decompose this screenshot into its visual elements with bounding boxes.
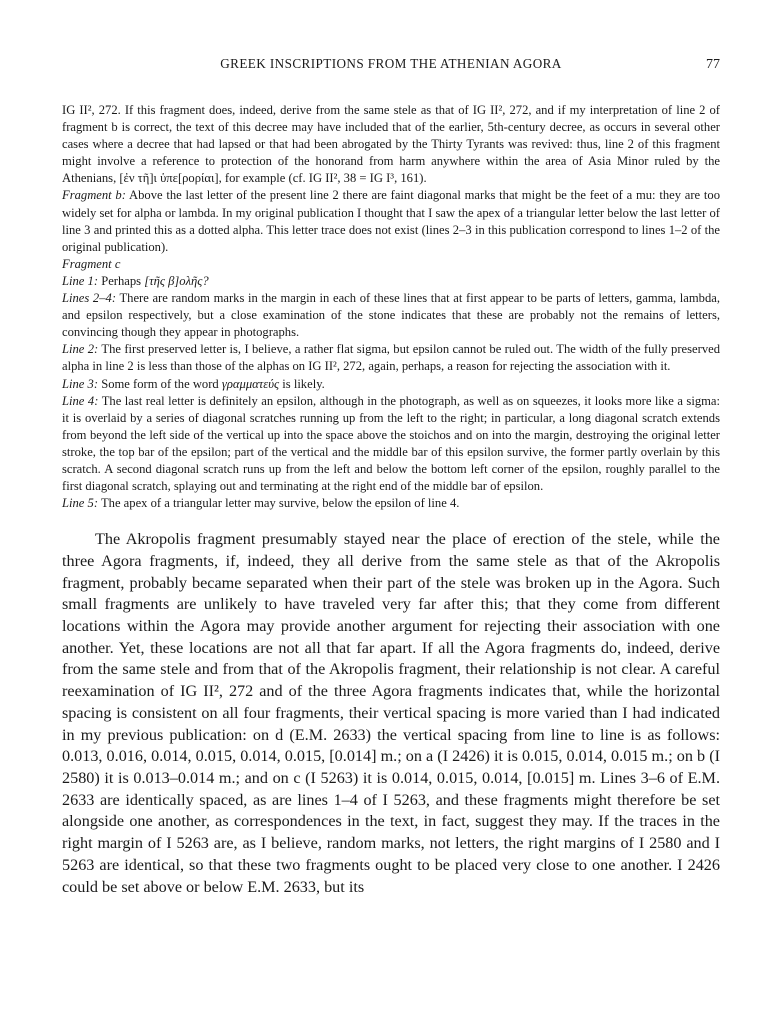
line-2-note	[62, 341, 720, 375]
line-5-label: Line 5:	[62, 496, 99, 511]
main-body-text	[62, 529, 720, 898]
epigraphical-commentary	[62, 102, 720, 512]
fragment-b-label: Fragment b:	[62, 188, 126, 203]
running-title: GREEK INSCRIPTIONS FROM THE ATHENIAN AGORA	[220, 56, 562, 71]
line-3-note	[62, 376, 720, 393]
line-4-text: The last real letter is definitely an epsilon, although in the photograph, as well as on squeezes, it looks more like a sigma: it is overlaid by a series of diagonal scratches running up from the left to the right; in particular, a long diagonal scratch extends from beyond the left side of the vertical up into the space above the stoichos and on into the margin, destroying the original letter stroke, the top bar of the epsilon; part of the vertical and the middle bar of this epsilon survive, the former partly overlain by this scratch. A second diagonal scratch runs up from the left and below the bottom left corner of the epsilon, roughly parallel to the first diagonal scratch, splaying out and terminating at the right end of the middle bar of epsilon.	[62, 393, 721, 494]
fragment-b-note	[62, 187, 720, 255]
page	[62, 56, 720, 898]
body-paragraph: The Akropolis fragment presumably stayed near the place of erection of the stele, while the three Agora fragments, if, indeed, they all derive from the same stele as that of the Akropolis fragment, probably became separated when their part of the stele was broken up in the Agora. Such small fragments are unlikely to have traveled very far after this; that they come from different locations within the Agora may provide another argument for rejecting their association with one another. Yet, these locations are not all that far apart. If all the Agora fragments do, indeed, derive from the same stele and from that of the Akropolis fragment, their relationship is not clear. A careful reexamination of IG II², 272 and of the three Agora fragments indicates that, while the horizontal spacing is consistent on all four fragments, their vertical spacing is more varied than I had indicated in my previous publication: on d (E.M. 2633) the vertical spacing from line to line is as follows: 0.013, 0.016, 0.014, 0.015, 0.014, 0.015, [0.014] m.; on a (I 2426) it is 0.015, 0.014, 0.015 m.; on b (I 2580) it is 0.013–0.014 m.; and on c (I 5263) it is 0.014, 0.015, 0.014, [0.015] m. Lines 3–6 of E.M. 2633 are identically spaced, as are lines 1–4 of I 5263, and these fragments might therefore be set alongside one another, as correspondences in the text, in fact, suggest they may. If the traces in the right margin of I 5263 are, as I believe, random marks, not letters, the right margins of I 2580 and I 5263 are identical, so that these two fragments ought to be placed very close to one another. I 2426 could be set above or below E.M. 2633, but its	[62, 530, 720, 896]
fragment-c-heading	[62, 256, 720, 273]
line-2-text: The first preserved letter is, I believe, a rather flat sigma, but epsilon cannot be ruled out. The width of the fully preserved alpha in line 2 is less than those of the alphas on IG II², 272, again, perhaps, a reason for rejecting the association with it.	[62, 342, 721, 374]
line-1-note	[62, 273, 720, 290]
line-1-greek: [τῆς β]ολῆς?	[144, 273, 209, 288]
fragment-c-label: Fragment c	[62, 256, 121, 271]
line-3-label: Line 3:	[62, 376, 99, 391]
line-3-greek: γραμματεύς	[221, 376, 280, 391]
line-4-note	[62, 393, 720, 496]
line-2-label: Line 2:	[62, 342, 99, 357]
commentary-paragraph: IG II², 272. If this fragment does, indeed, derive from the same stele as that of IG II², 272, and if my interpretation of line 2 of fragment b is correct, the text of this decree may have included that of the earlier, 5th-century decree, as occurs in several other cases where a decree that had lapsed or that had been abrogated by the Thirty Tyrants was revived: thus, line 2 of this fragment might involve a reference to protection of the honorand from harm anywhere within the area of Asia Minor ruled by the Athenians, [ἐν τῆ]ι ὑπε[ρορίαι], for example (cf. IG II², 38 = IG I³, 161).	[62, 103, 720, 186]
line-3-text-b: is likely.	[282, 376, 325, 391]
fragment-b-text: Above the last letter of the present line 2 there are faint diagonal marks that might be the feet of a mu: they are too widely set for alpha or lambda. In my original publication I thought that I saw the apex of a triangular letter below the last letter of line 3 and printed this as a dotted alpha. This letter trace does not exist (lines 2–3 in this publication correspond to lines 1–2 of the original publication).	[62, 188, 720, 254]
line-1-text: Perhaps	[101, 273, 142, 288]
running-header	[62, 56, 720, 80]
line-1-label: Line 1:	[62, 273, 99, 288]
line-4-label: Line 4:	[62, 393, 99, 408]
lines-2-4-text: There are random marks in the margin in each of these lines that at first appear to be parts of letters, gamma, lambda, and epsilon respectively, but a close examination of the stone indicates that these are probably not the remains of letters, convincing though they appear in photographs.	[62, 291, 721, 340]
page-number: 77	[706, 57, 720, 72]
line-5-note	[62, 495, 720, 512]
lines-2-4-label: Lines 2–4:	[62, 291, 117, 306]
line-3-text-a: Some form of the word	[101, 376, 219, 391]
line-5-text: The apex of a triangular letter may survive, below the epsilon of line 4.	[100, 496, 460, 511]
lines-2-4-note	[62, 290, 720, 341]
